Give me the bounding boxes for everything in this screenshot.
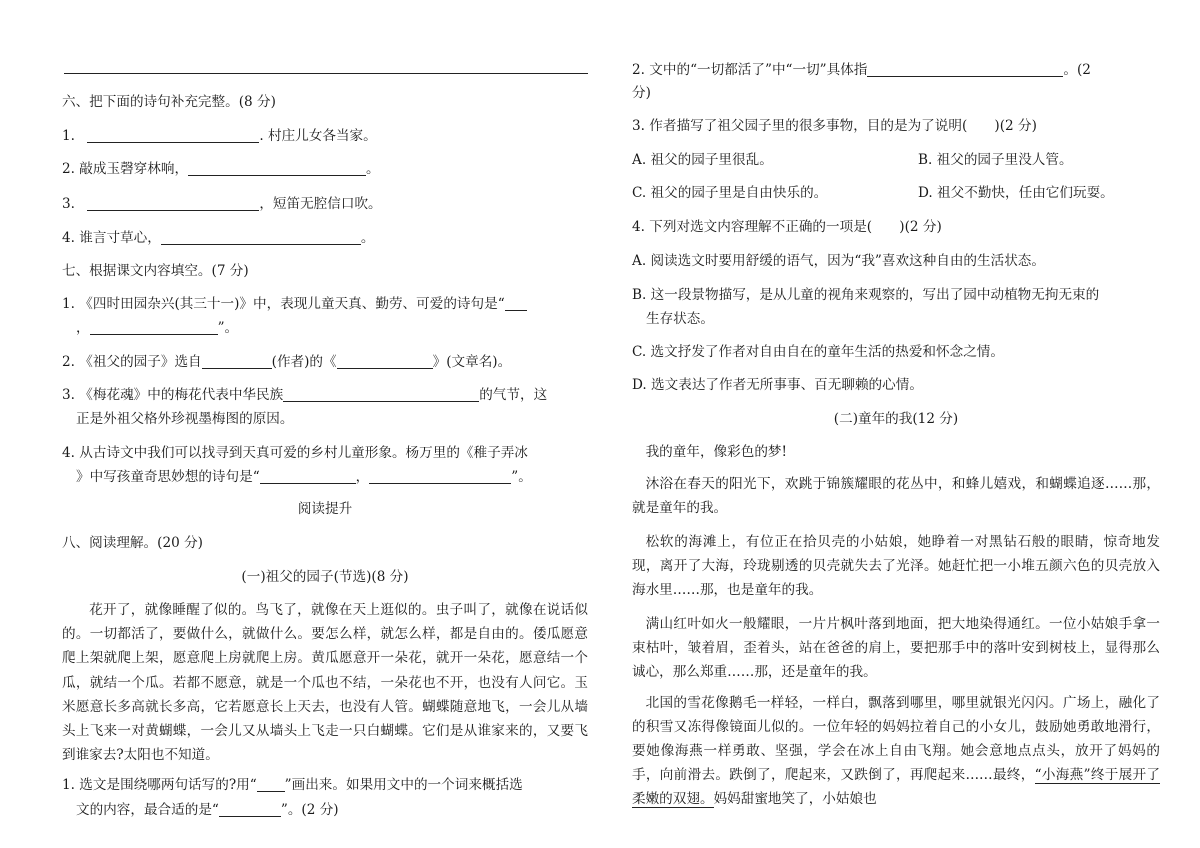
- q8-1-word-blank[interactable]: [219, 802, 281, 817]
- question-6-4: [62, 229, 588, 247]
- q4-option-a[interactable]: A. 阅读选文时要用舒缓的语气，因为“我”喜欢这种自由的生活状态。: [632, 253, 1045, 269]
- question-7-4-line2: [62, 468, 588, 486]
- question-8-1-line1: [62, 776, 588, 794]
- q6-2-answer-blank[interactable]: [188, 161, 366, 176]
- q7-4-close: ”。: [511, 469, 532, 485]
- question-6-3: [62, 195, 588, 213]
- q4-option-b-line2[interactable]: 生存状态。: [646, 311, 714, 327]
- passage-1-title: (一)祖父的园子(节选)(8 分): [241, 569, 409, 585]
- q2-text-a: 2. 文中的“一切都活了”中“一切”具体指: [632, 62, 868, 78]
- q2-answer-blank[interactable]: [867, 62, 1063, 77]
- p2-5-text-c: 妈妈甜蜜地笑了，小姑娘也: [713, 791, 877, 807]
- passage-2-title: (二)童年的我(12 分): [833, 411, 959, 427]
- question-2-line1: [632, 61, 1160, 79]
- q6-3-answer-blank[interactable]: [87, 196, 259, 211]
- q8-1-mark-blank[interactable]: [257, 777, 285, 792]
- q8-1-text-b: ”画出来。如果用文中的一个词来概括选: [284, 777, 523, 793]
- q6-3-tail: ，短笛无腔信口吹。: [259, 196, 382, 212]
- passage-1-text: 花开了，就像睡醒了似的。鸟飞了，就像在天上逛似的。虫子叫了，就像在说话似的。一切都活了，要做什么，就做什么。要怎么样，就怎么样，都是自由的。倭瓜愿意爬上架就爬上架，愿意爬上房就爬上房。黄瓜愿意开一朵花，就开一朵花，愿意结一个瓜，就结一个瓜。若都不愿意，就是一个瓜也不结，一朵花也不开，也没有人问它。玉米愿意长多高就长多高，它若愿意长上天去，也没有人管。蝴蝶随意地飞，一会儿从墙头上飞来一对黄蝴蝶，一会儿又从墙头上飞走一只白蝴蝶。它们是从谁家来的，又要飞到谁家去?太阳也不知道。: [62, 602, 588, 764]
- q7-3-answer-blank[interactable]: [283, 387, 479, 402]
- question-7-4-line1: 4. 从古诗文中我们可以找寻到天真可爱的乡村儿童形象。杨万里的《稚子弄冰: [62, 445, 528, 461]
- q6-1-number: 1.: [62, 128, 75, 144]
- q8-1-text-d: ”。(2 分): [280, 802, 339, 818]
- question-7-3-line2: 正是外祖父格外珍视墨梅图的原因。: [76, 411, 294, 427]
- section-7-title: 七、根据课文内容填空。(7 分): [62, 263, 249, 279]
- passage-2-paragraph-3: 松软的海滩上，有位正在拾贝壳的小姑娘，她睁着一对黑钻石般的眼睛，惊奇地发现，离开了大海，玲珑剔透的贝壳就失去了光泽。她赶忙把一小堆五颜六色的贝壳放入海水里……那，也是童年的我。: [632, 534, 1160, 598]
- q6-1-answer-blank[interactable]: [87, 128, 259, 143]
- q7-2-text-c: 》(文章名)。: [432, 354, 512, 370]
- question-8-1-line2: [62, 801, 588, 819]
- q4-option-b-line1[interactable]: B. 这一段景物描写，是从儿童的视角来观察的，写出了园中动植物无拘无束的: [632, 287, 1100, 303]
- q3-option-b[interactable]: B. 祖父的园子里没人管。: [918, 152, 1073, 168]
- question-7-1-line1: [62, 295, 588, 313]
- q7-4-comma: ，: [355, 469, 370, 485]
- q7-3-text-b: 的气节，这: [479, 387, 548, 403]
- p2-5-text-a: 北国的雪花像鹅毛一样轻，一样白，飘落到哪里，哪里就银光闪闪。广场上，融化了的积雪又冻得像镜面儿似的。一位年轻的妈妈拉着自己的小女儿，鼓励她勇敢地滑行，要她像海燕一样勇敢、坚强，学会在冰上自由飞翔。她会意地点点头，放开了妈妈的手，向前滑去。跌倒了，爬起来，又跌倒了，再爬起来……最终，: [632, 695, 1160, 783]
- section-8-title: 八、阅读理解。(20 分): [62, 535, 203, 551]
- passage-2-paragraph-5: [632, 691, 1160, 811]
- q7-4-answer-blank-1[interactable]: [260, 469, 356, 484]
- q3-option-d[interactable]: D. 祖父不勤快，任由它们玩耍。: [918, 185, 1114, 201]
- q7-4-text-b: 》中写孩童奇思妙想的诗句是“: [76, 469, 260, 485]
- passage-2-paragraph-4: 满山红叶如火一般耀眼，一片片枫叶落到地面，把大地染得通红。一位小姑娘手拿一束枯叶，皱着眉，歪着头，站在爸爸的肩上，要把那手中的落叶安到树枝上，显得那么诚心，那么郑重……那，还是童年的我。: [632, 616, 1160, 680]
- q8-1-text-c: 文的内容，最合适的是“: [76, 802, 219, 818]
- q7-2-author-blank[interactable]: [202, 354, 272, 369]
- q7-1-comma: ，: [76, 320, 90, 336]
- q3-option-c[interactable]: C. 祖父的园子里是自由快乐的。: [632, 185, 828, 201]
- q7-1-text: 1. 《四时田园杂兴(其三十一)》中，表现儿童天真、勤劳、可爱的诗句是“: [62, 296, 505, 312]
- q3-option-a[interactable]: A. 祖父的园子里很乱。: [632, 152, 773, 168]
- question-3: 3. 作者描写了祖父园子里的很多事物，目的是为了说明( )(2 分): [632, 118, 1037, 134]
- q7-2-text-b: (作者)的《: [271, 354, 337, 370]
- question-4: 4. 下列对选文内容理解不正确的一项是( )(2 分): [632, 219, 942, 235]
- q8-1-text-a: 1. 选文是围绕哪两句话写的?用“: [62, 777, 257, 793]
- question-7-3-line1: [62, 386, 588, 404]
- question-6-2: [62, 160, 588, 178]
- q7-2-text-a: 2. 《祖父的园子》选自: [62, 354, 202, 370]
- q4-option-c[interactable]: C. 选文抒发了作者对自由自在的童年生活的热爱和怀念之情。: [632, 344, 1004, 360]
- question-2-line2: 分): [632, 85, 651, 101]
- q6-4-tail: 。: [360, 230, 375, 246]
- q2-text-b: 。(2: [1063, 62, 1091, 78]
- section-6-title: 六、把下面的诗句补充完整。(8 分): [62, 94, 276, 110]
- q7-1-answer-blank-1[interactable]: [505, 296, 527, 311]
- q6-3-number: 3.: [62, 196, 75, 212]
- q6-1-tail: . 村庄儿女各当家。: [259, 128, 377, 144]
- question-7-2: [62, 353, 588, 371]
- question-6-1: [62, 127, 588, 145]
- question-7-1-line2: [62, 319, 588, 337]
- q4-option-d[interactable]: D. 选文表达了作者无所事事、百无聊赖的心情。: [632, 377, 923, 393]
- passage-2-paragraph-2: 沐浴在春天的阳光下，欢跳于锦簇耀眼的花丛中，和蜂儿嬉戏，和蝴蝶追逐……那，就是童年的我。: [632, 476, 1160, 516]
- q7-1-answer-blank-2[interactable]: [90, 320, 218, 335]
- q7-3-text-a: 3. 《梅花魂》中的梅花代表中华民族: [62, 387, 284, 403]
- q7-2-title-blank[interactable]: [337, 354, 433, 369]
- q6-4-answer-blank[interactable]: [161, 230, 361, 245]
- answer-line-top: [64, 73, 588, 74]
- passage-2-paragraph-1: 我的童年，像彩色的梦!: [645, 444, 787, 460]
- reading-section-title: 阅读提升: [297, 501, 353, 517]
- q7-4-answer-blank-2[interactable]: [369, 469, 511, 484]
- q6-2-tail: 。: [366, 161, 380, 177]
- q6-4-head: 4. 谁言寸草心，: [62, 230, 161, 246]
- q6-2-head: 2. 敲成玉磬穿林响，: [62, 161, 189, 177]
- p2-5-underlined-sentence: “小海燕”终于展开了柔嫩的双翅。: [632, 767, 1160, 807]
- q7-1-close: ”。: [217, 320, 239, 336]
